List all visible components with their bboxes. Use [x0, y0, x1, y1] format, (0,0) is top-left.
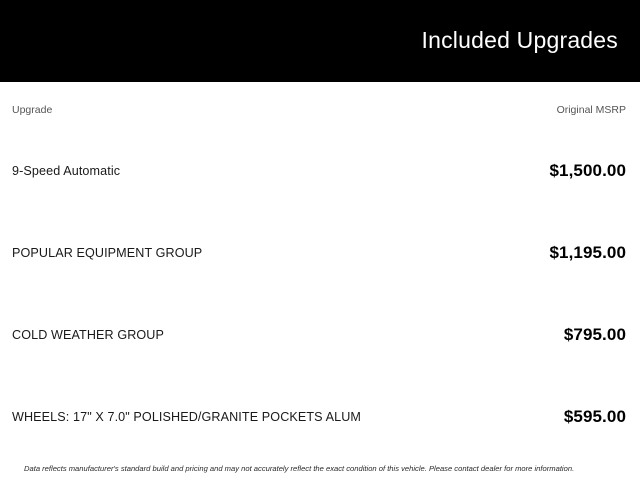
table-row — [12, 130, 626, 212]
upgrade-name: 9-Speed Automatic — [12, 164, 121, 178]
table-header-row — [12, 82, 626, 130]
footer-spacer — [12, 474, 626, 480]
page-title: Included Upgrades — [421, 26, 618, 53]
disclaimer-text: Data reflects manufacturer's standard build and pricing and may not accurately reflect the exact condition of this vehicle. Please contact dealer for more information. — [24, 464, 575, 473]
table-row — [12, 294, 626, 376]
upgrade-price: $795.00 — [563, 325, 626, 344]
panel-header — [0, 0, 640, 82]
upgrade-price: $1,500.00 — [549, 161, 626, 180]
upgrade-price: $1,195.00 — [549, 243, 626, 262]
upgrade-price: $595.00 — [563, 407, 626, 426]
upgrade-name: COLD WEATHER GROUP — [12, 328, 165, 342]
upgrade-name: POPULAR EQUIPMENT GROUP — [12, 246, 203, 260]
upgrade-name: WHEELS: 17" X 7.0" POLISHED/GRANITE POCKETS ALUM — [12, 410, 361, 424]
table-row — [12, 212, 626, 294]
table-row — [12, 376, 626, 458]
column-header-msrp: Original MSRP — [556, 104, 626, 116]
upgrades-table — [0, 82, 640, 480]
table-body — [12, 130, 626, 458]
column-header-upgrade: Upgrade — [12, 104, 53, 116]
